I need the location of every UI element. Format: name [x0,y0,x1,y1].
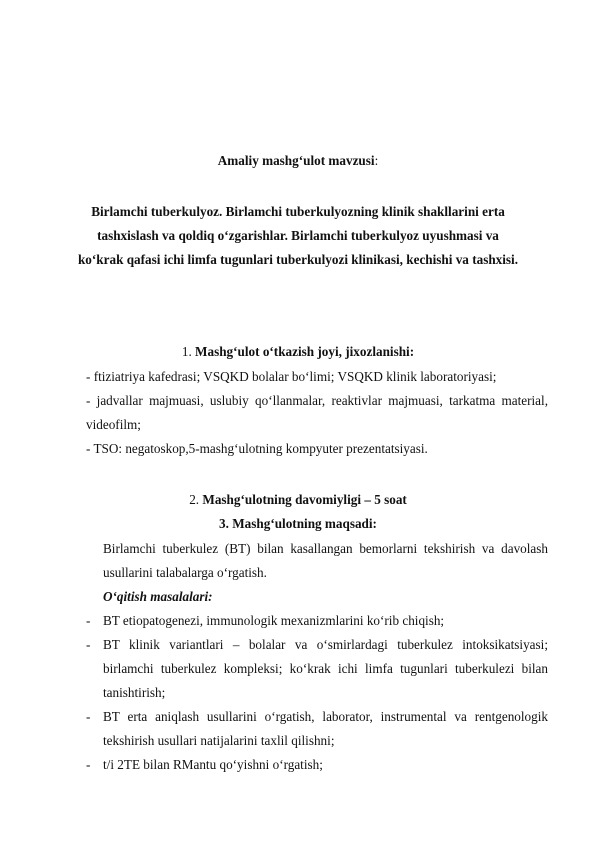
topic-title-line-2: tashxislash va qoldiq o‘zgarishlar. Birlamchi tuberkulyoz uyushmasi va [97,228,499,243]
section-1-line-4: - TSO: negatoskop,5-mashg‘ulotning kompyuter prezentatsiyasi. [86,441,428,456]
section-1-heading: 1. Mashg‘ulot o‘tkazish joyi, jixozlanishi: [181,344,415,359]
task-4-dash: - [86,757,91,772]
section-3-heading: 3. Mashg‘ulotning maqsadi: [219,516,377,531]
goal-line-2: usullarini talabalarga o‘rgatish. [103,565,267,580]
section-1-line-1: - ftiziatriya kafedrasi; VSQKD bolalar bo‘limi; VSQKD klinik laboratoriyasi; [86,369,497,384]
topic-label: Amaliy mashg‘ulot mavzusi: [217,153,379,168]
task-3-dash: - [86,709,91,724]
task-3-line-1: BT erta aniqlash usullarini o‘rgatish, laborator, instrumental va rentgenologik [103,709,548,724]
task-3-line-2: tekshirish usullari natijalarini taxlil qilishni; [103,733,335,748]
section-2-heading: 2. Mashg‘ulotning davomiyligi – 5 soat [189,492,407,507]
task-2-line-1: BT klinik variantlari – bolalar va o‘smirlardagi tuberkulez intoksikatsiyasi; [103,637,548,652]
task-4-line-1: t/i 2TE bilan RMantu qo‘yishni o‘rgatish; [103,757,323,772]
section-1-line-3: videofilm; [86,417,141,432]
task-2-line-2: birlamchi tuberkulez kompleksi; ko‘krak ichi limfa tugunlari tuberkulezi bilan [103,661,548,676]
task-1-line-1: BT etiopatogenezi, immunologik mexanizmlarini ko‘rib chiqish; [103,613,445,628]
task-1-dash: - [86,613,91,628]
goal-line-1: Birlamchi tuberkulez (BT) bilan kasallangan bemorlarni tekshirish va davolash [103,541,548,556]
tasks-heading: O‘qitish masalalari: [103,589,213,604]
task-2-line-3: tanishtirish; [103,685,166,700]
section-1-line-2: - jadvallar majmuasi, uslubiy qo‘llanmalar, reaktivlar majmuasi, tarkatma material, [86,393,548,408]
topic-title-line-1: Birlamchi tuberkulyoz. Birlamchi tuberkulyozning klinik shakllarini erta [91,204,505,219]
topic-title-line-3: ko‘krak qafasi ichi limfa tugunlari tuberkulyozi klinikasi, kechishi va tashxisi. [77,252,519,267]
task-2-dash: - [86,637,91,652]
